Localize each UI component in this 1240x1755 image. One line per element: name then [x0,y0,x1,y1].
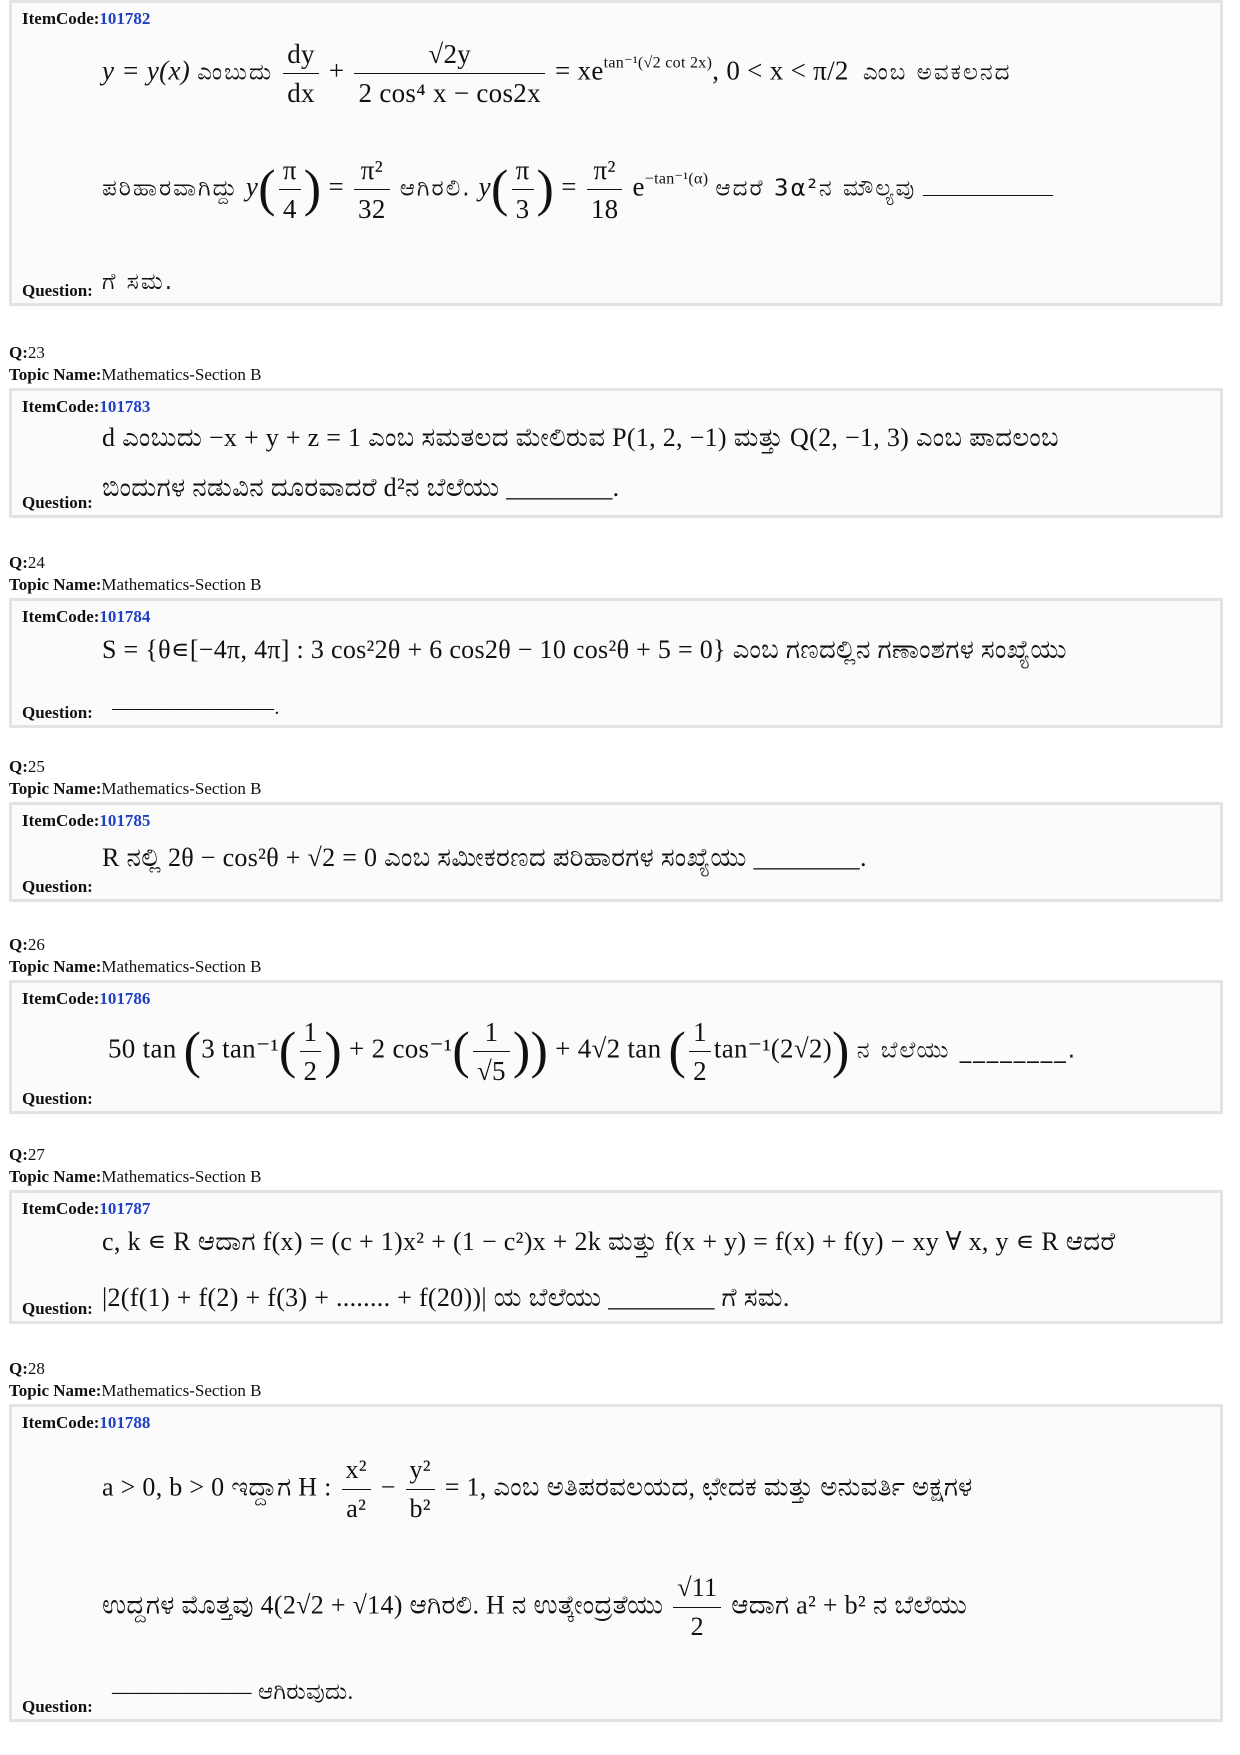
item-code-row [22,989,150,1009]
topic-name [9,364,261,386]
question-text: |2(f(1) + f(2) + f(3) + ........ + f(20))| ಯ ಬೆಲೆಯು ________ ಗೆ ಸಮ. [102,1283,790,1312]
rhs: = xe [554,55,604,86]
topic-value: Mathematics-Section B [101,1167,262,1186]
item-code-value: 101787 [99,1199,151,1218]
answer-blank-text: ————————. [112,697,280,719]
frac-den: 2 [693,1056,707,1086]
question-line-2 [102,151,1053,228]
minus-sign: − [380,1472,396,1502]
question-box-101787 [9,1190,1223,1324]
q-number-value: 25 [27,757,45,776]
q-prefix: Q: [9,1145,28,1164]
fraction-1-2 [689,1013,711,1090]
question-line-3 [112,1679,354,1705]
topic-name [9,574,261,596]
paren-close: )) [512,1022,549,1080]
frac-num: √2y [354,35,544,74]
kn-text: ಎಂಬುದು [197,59,274,86]
topic-label: Topic Name: [9,1167,102,1186]
item-code-value: 101783 [99,397,151,416]
topic-value: Mathematics-Section B [101,365,262,384]
math-text: + 4√2 tan [555,1033,662,1064]
fraction-1-2 [300,1013,322,1090]
math-y-of-x: y = y(x) [102,55,191,86]
question-box-101788 [9,1404,1223,1722]
question-number [9,552,45,574]
question-line-2 [112,697,280,720]
question-text: a > 0, b > 0 ಇದ್ದಾಗ H : [102,1472,332,1502]
item-code-row [22,397,150,417]
topic-label: Topic Name: [9,779,102,798]
question-number [9,342,45,364]
topic-name [9,1380,261,1402]
item-code-row [22,811,150,831]
question-label: Question: [22,1697,93,1716]
math-y: y [245,171,259,202]
frac-den: 18 [590,194,619,224]
question-line-1 [102,35,1012,112]
q-prefix: Q: [9,553,28,572]
question-box-101782 [9,0,1223,306]
item-code-label: ItemCode: [22,989,100,1008]
equals-sign: = [561,171,577,202]
q-prefix: Q: [9,757,28,776]
topic-label: Topic Name: [9,575,102,594]
item-code-label: ItemCode: [22,811,100,830]
q-number-value: 24 [27,553,45,572]
question-label: Question: [22,1299,93,1318]
question-line-1 [102,635,1067,666]
item-code-row [22,1413,150,1433]
question-line-1 [102,843,867,874]
math-y: y [478,171,491,202]
exponent: tan⁻¹(√2 cot 2x) [603,54,713,72]
question-line-1 [102,1227,1115,1258]
paren-open: ( [452,1022,470,1080]
frac-num: √11 [673,1569,721,1608]
question-number [9,934,45,956]
frac-num: 1 [473,1013,510,1052]
topic-label: Topic Name: [9,1381,102,1400]
fraction-1-root5 [473,1013,510,1090]
paren-open: ( [183,1022,202,1080]
paren-open: ( [668,1022,687,1080]
question-label: Question: [22,877,93,896]
frac-den: 2 [303,1056,318,1086]
equals-sign: = [328,171,344,202]
question-label: Question: [22,1089,93,1108]
item-code-row [22,9,150,29]
range: , 0 < x < π/2 [712,55,849,86]
frac-den: √5 [476,1056,506,1086]
answer-blank [923,173,1053,196]
question-label: Question: [22,281,93,300]
question-text: ಬಿಂದುಗಳ ನಡುವಿನ ದೂರವಾದರೆ d²ನ ಬೆಲೆಯು ________. [102,473,620,502]
question-text: ನ ಬೆಲೆಯು ________. [856,1037,1078,1064]
question-box-101783 [9,388,1223,518]
paren-close: ) [303,160,322,218]
q-prefix: Q: [9,935,28,954]
fraction-dy-dx [283,35,319,112]
topic-name [9,1166,261,1188]
frac-num: π² [587,151,623,190]
question-line-2 [102,1569,967,1646]
topic-value: Mathematics-Section B [101,1381,262,1400]
question-line-1 [102,1451,973,1528]
frac-den: 3 [515,194,530,224]
question-text: c, k ∊ R ಆದಾಗ f(x) = (c + 1)x² + (1 − c²)x + 2k ಮತ್ತು f(x + y) = f(x) + f(y) − xy ∀ x, y ∊ R ಆದರೆ [102,1227,1116,1256]
fraction-pi-3 [512,151,534,228]
question-number [9,756,45,778]
question-number [9,1358,45,1380]
kn-text: ಪರಿಹಾರವಾಗಿದ್ದು [102,175,239,202]
frac-num: π [279,151,301,190]
question-box-101785 [9,802,1223,902]
topic-name [9,778,261,800]
fraction-pi2-32 [354,151,390,228]
fraction-root11-2 [673,1569,721,1646]
frac-den: 4 [282,194,297,224]
fraction-root2y [354,35,544,112]
q-number-value: 26 [27,935,45,954]
kn-text: ಗೆ ಸಮ. [102,269,175,295]
question-text: R ನಲ್ಲಿ 2θ − cos²θ + √2 = 0 ಎಂಬ ಸಮೀಕರಣದ ಪರಿಹಾರಗಳ ಸಂಖ್ಯೆಯು ________. [102,843,867,872]
frac-den: b² [409,1494,431,1523]
item-code-row [22,1199,150,1219]
paren-close: ) [536,160,555,218]
q-number-value: 28 [27,1359,45,1378]
item-code-value: 101786 [99,989,151,1008]
q-prefix: Q: [9,343,28,362]
question-text: —————— ಆಗಿರುವುದು. [112,1679,354,1704]
math-text: 3 tan⁻¹ [201,1033,279,1064]
frac-den: 2 [690,1612,704,1641]
math-text: + 2 cos⁻¹ [349,1033,453,1064]
question-text: d ಎಂಬುದು −x + y + z = 1 ಎಂಬ ಸಮತಲದ ಮೇಲಿರುವ P(1, 2, −1) ಮತ್ತು Q(2, −1, 3) ಎಂಬ ಪಾದಲಂಬ [102,423,1059,452]
item-code-label: ItemCode: [22,397,100,416]
item-code-label: ItemCode: [22,9,100,28]
topic-value: Mathematics-Section B [101,575,262,594]
paren-open: ( [258,160,276,218]
q-prefix: Q: [9,1359,28,1378]
frac-num: x² [342,1451,371,1490]
q-number-value: 23 [27,343,45,362]
question-text: = 1, ಎಂಬ ಅತಿಪರವಲಯದ, ಛೇದಕ ಮತ್ತು ಅನುವರ್ತಿ ಅಕ್ಷಗಳ [444,1472,973,1502]
frac-den: dx [287,78,315,108]
item-code-value: 101782 [99,9,151,28]
question-box-101784 [9,598,1223,728]
question-line-2 [102,1283,790,1314]
question-line-1 [108,1013,1077,1090]
question-line-2 [102,473,619,504]
topic-label: Topic Name: [9,957,102,976]
paren-close: ) [832,1022,850,1080]
item-code-row [22,607,150,627]
question-box-101786 [9,980,1223,1114]
math-text: 50 tan [108,1033,177,1064]
frac-den: a² [346,1494,367,1523]
question-number [9,1144,45,1166]
frac-den: 2 cos⁴ x − cos2x [358,78,541,108]
fraction-pi2-18 [587,151,623,228]
paren-open: ( [490,160,509,218]
paren-close: ) [324,1022,342,1080]
topic-name [9,956,261,978]
fraction-x2-a2 [342,1451,371,1528]
item-code-label: ItemCode: [22,1199,100,1218]
frac-num: 1 [689,1013,711,1052]
item-code-value: 101788 [99,1413,151,1432]
frac-num: dy [283,35,319,74]
item-code-value: 101784 [99,607,151,626]
frac-num: π [512,151,534,190]
frac-num: π² [354,151,390,190]
math-text: tan⁻¹(2√2) [713,1033,833,1064]
item-code-value: 101785 [99,811,151,830]
fraction-pi-4 [279,151,301,228]
paren-open: ( [278,1022,297,1080]
plus-sign: + [328,55,345,86]
question-text: ಉದ್ದಗಳ ಮೊತ್ತವು 4(2√2 + √14) ಆಗಿರಲಿ. H ನ ಉತ್ಕೇಂದ್ರತೆಯು [102,1590,664,1620]
topic-label: Topic Name: [9,365,102,384]
question-label: Question: [22,493,93,512]
kn-text: ಆಗಿರಲಿ. [399,175,472,202]
question-line-3 [102,269,174,295]
question-line-1 [102,423,1059,454]
question-text: S = {θ∊[−4π, 4π] : 3 cos²2θ + 6 cos2θ − 10 cos²θ + 5 = 0} ಎಂಬ ಗಣದಲ್ಲಿನ ಗಣಾಂಶಗಳ ಸಂಖ್ಯೆಯು [102,635,1067,664]
frac-den: 32 [358,194,386,224]
frac-num: 1 [300,1013,322,1052]
topic-value: Mathematics-Section B [101,779,262,798]
topic-value: Mathematics-Section B [101,957,262,976]
exponent: −tan⁻¹(α) [644,170,709,188]
frac-num: y² [406,1451,435,1490]
item-code-label: ItemCode: [22,607,100,626]
item-code-label: ItemCode: [22,1413,100,1432]
q-number-value: 27 [27,1145,45,1164]
kn-text: ಆದರೆ 3α²ನ ಮೌಲ್ಯವು [715,175,917,202]
kn-text: ಎಂಬ ಅವಕಲನದ [862,59,1012,86]
exp-base: e [632,171,645,202]
question-label: Question: [22,703,93,722]
question-text: ಆದಾಗ a² + b² ನ ಬೆಲೆಯು [731,1590,968,1620]
fraction-y2-b2 [406,1451,435,1528]
